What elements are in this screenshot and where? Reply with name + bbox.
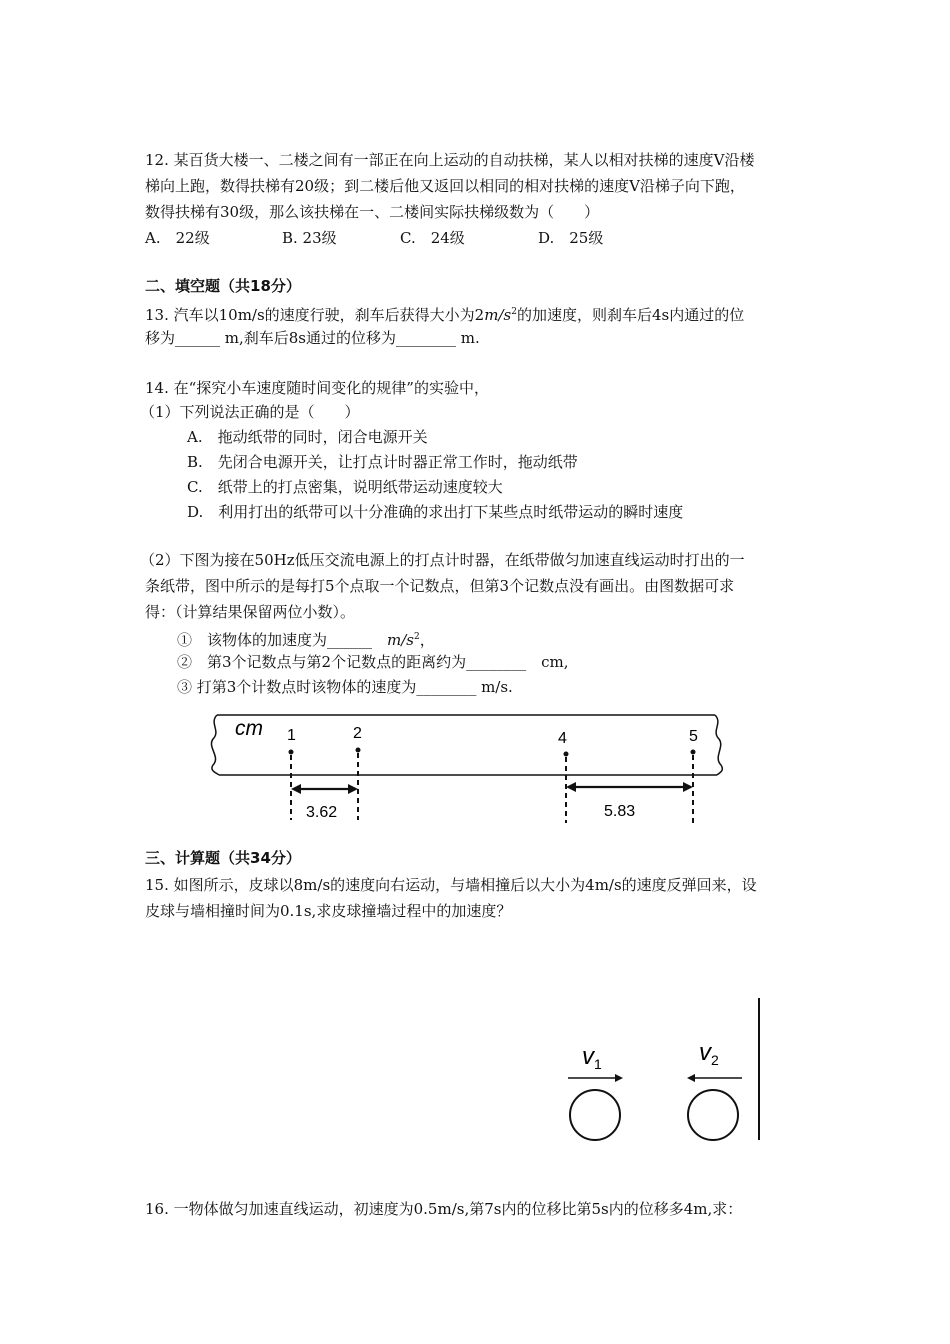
- ball-after: [688, 1090, 738, 1140]
- v1-arrow: [568, 1074, 623, 1082]
- q14-part2-line2: 条纸带，图中所示的是每打5个点取一个记数点，但第3个记数点没有画出。由图数据可求: [145, 577, 735, 595]
- q14-intro: 14. 在“探究小车速度随时间变化的规律”的实验中，: [145, 379, 489, 397]
- distance-label-4-5: 5.83: [604, 803, 636, 820]
- q16-line1: 16. 一物体做匀加速直线运动，初速度为0.5m/s,第7s内的位移比第5s内的位移多4m,求：: [145, 1200, 743, 1218]
- q14-option-c: C. 纸带上的打点密集，说明纸带运动速度较大: [187, 478, 503, 496]
- q14-sub1: [177, 627, 435, 650]
- v1-base: v: [582, 1043, 594, 1070]
- q13-line2: 移为______ m,刹车后8s通过的位移为________ m.: [145, 329, 480, 347]
- q13-unit: m/s: [484, 306, 512, 324]
- q12-line1: 12. 某百货大楼一、二楼之间有一部正在向上运动的自动扶梯，某人以相对扶梯的速度V沿楼: [145, 151, 755, 169]
- q12-option-d: D. 25级: [538, 229, 604, 247]
- q12-option-a: A. 22级: [145, 229, 210, 247]
- tape-outline: [211, 715, 722, 775]
- point-label-2: 2: [353, 725, 362, 742]
- q14-part2-line3: 得：（计算结果保留两位小数）。: [145, 603, 356, 621]
- q14-option-b: B. 先闭合电源开关，让打点计时器正常工作时，拖动纸带: [187, 453, 578, 471]
- q14-sub1-end: ，: [419, 631, 435, 649]
- q12-line2: 梯向上跑，数得扶梯有20级；到二楼后他又返回以相同的相对扶梯的速度V沿梯子向下跑，: [145, 177, 745, 195]
- q12-option-c: C. 24级: [400, 229, 465, 247]
- tape-dot-4: [564, 752, 569, 757]
- q14-sub3: ③ 打第3个计数点时该物体的速度为________ m/s.: [177, 678, 513, 696]
- distance-arrow-1-2: [291, 784, 358, 794]
- v2-subscript: 2: [711, 1052, 719, 1068]
- q14-part2-line1: （2）下图为接在50Hz低压交流电源上的打点计时器，在纸带做匀加速直线运动时打出的一: [140, 551, 745, 569]
- q14-sub1-sup: 2: [414, 632, 420, 642]
- ball-wall-figure: [560, 990, 775, 1150]
- v1-label: [582, 1043, 602, 1072]
- paper-tape-diagram: [205, 705, 750, 830]
- q15-line1: 15. 如图所示，皮球以8m/s的速度向右运动，与墙相撞后以大小为4m/s的速度反弹回来，设: [145, 876, 757, 894]
- v2-arrow: [687, 1074, 742, 1082]
- q14-sub2: ② 第3个记数点与第2个记数点的距离约为________ cm,: [177, 653, 569, 671]
- tape-dot-1: [289, 750, 294, 755]
- q14-part1: （1）下列说法正确的是（ ）: [140, 403, 360, 421]
- q13-unit-sup: 2: [511, 307, 517, 317]
- q12-line3: 数得扶梯有30级，那么该扶梯在一、二楼间实际扶梯级数为（ ）: [145, 203, 600, 221]
- q13-text-b: 的加速度，则刹车后4s内通过的位: [516, 306, 745, 324]
- v2-label: [699, 1039, 719, 1068]
- q12-option-b: B. 23级: [282, 229, 337, 247]
- v2-base: v: [699, 1039, 711, 1066]
- point-label-1: 1: [287, 727, 296, 744]
- q14-sub1-text: ① 该物体的加速度为______: [177, 631, 388, 649]
- q14-option-d: D. 利用打出的纸带可以十分准确的求出打下某些点时纸带运动的瞬时速度: [187, 503, 684, 521]
- section2-title: 二、填空题（共18分）: [145, 277, 301, 295]
- distance-label-1-2: 3.62: [306, 804, 338, 821]
- tape-unit-label: cm: [235, 717, 263, 740]
- tape-dot-5: [691, 750, 696, 755]
- distance-arrow-4-5: [566, 782, 693, 792]
- point-label-4: 4: [558, 730, 567, 747]
- point-label-5: 5: [689, 728, 698, 745]
- q14-option-a: A. 拖动纸带的同时，闭合电源开关: [187, 428, 428, 446]
- ball-before: [570, 1090, 620, 1140]
- q13-text-a: 13. 汽车以10m/s的速度行驶，刹车后获得大小为2: [145, 306, 485, 324]
- q14-sub1-unit: m/s: [387, 631, 414, 649]
- section3-title: 三、计算题（共34分）: [145, 849, 301, 867]
- q13-line1: [145, 302, 744, 325]
- q15-line2: 皮球与墙相撞时间为0.1s,求皮球撞墙过程中的加速度？: [145, 902, 512, 920]
- v1-subscript: 1: [594, 1056, 602, 1072]
- tape-dot-2: [356, 748, 361, 753]
